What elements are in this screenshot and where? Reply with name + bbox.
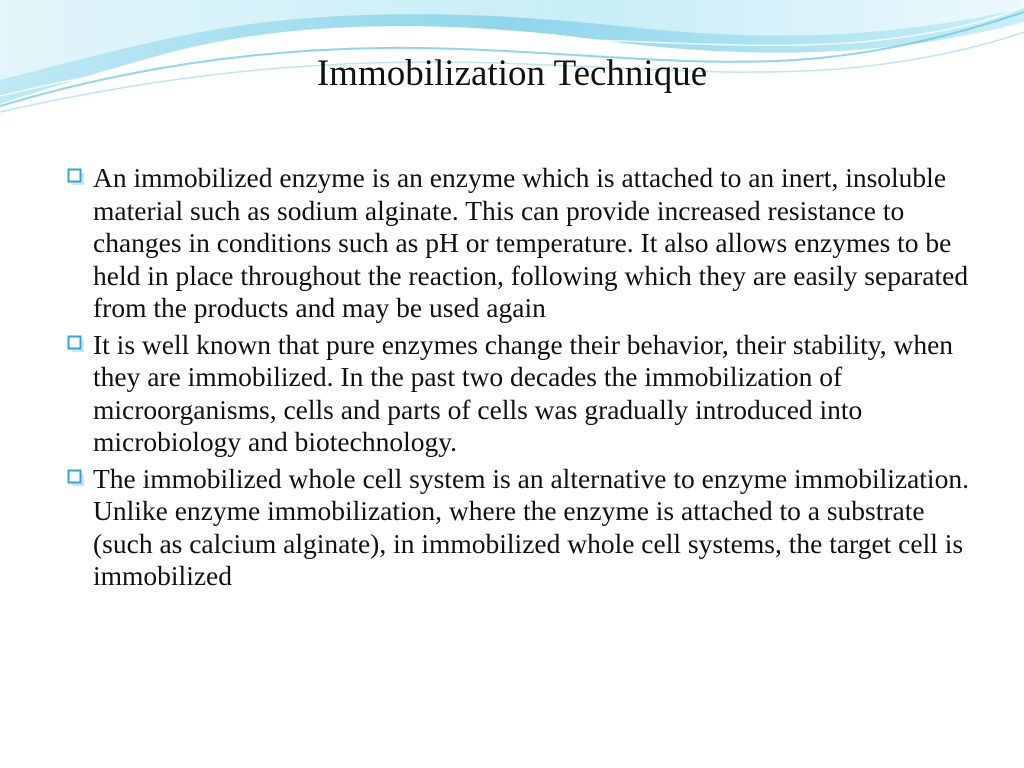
bullet-text: It is well known that pure enzymes change their behavior, their stability, when they are immobilized. In the past two decades the immobilization of microorganisms, cells and parts of cells was gradually introduced into microbiology and biotechnology. — [93, 328, 954, 457]
bullet-list — [64, 162, 974, 597]
bullet-item — [64, 463, 974, 593]
bullet-text: An immobilized enzyme is an enzyme which is attached to an inert, insoluble material such as sodium alginate. This can provide increased resistance to changes in conditions such as pH or temperature. It also allows enzymes to be held in place throughout the reaction, following which they are easily separated from the products and may be used again — [93, 162, 969, 323]
hollow-square-checkbox-icon — [67, 335, 85, 353]
hollow-square-checkbox-icon — [67, 469, 85, 487]
hollow-square-checkbox-icon — [67, 168, 85, 186]
bullet-text: The immobilized whole cell system is an alternative to enzyme immobilization. Unlike enzyme immobilization, where the enzyme is attached to a substrate (such as calcium alginate), in immobilized whole cell systems, the target cell is immobilized — [93, 462, 969, 591]
slide-title: Immobilization Technique — [316, 53, 708, 94]
bullet-item — [64, 162, 974, 325]
bullet-item — [64, 329, 974, 459]
